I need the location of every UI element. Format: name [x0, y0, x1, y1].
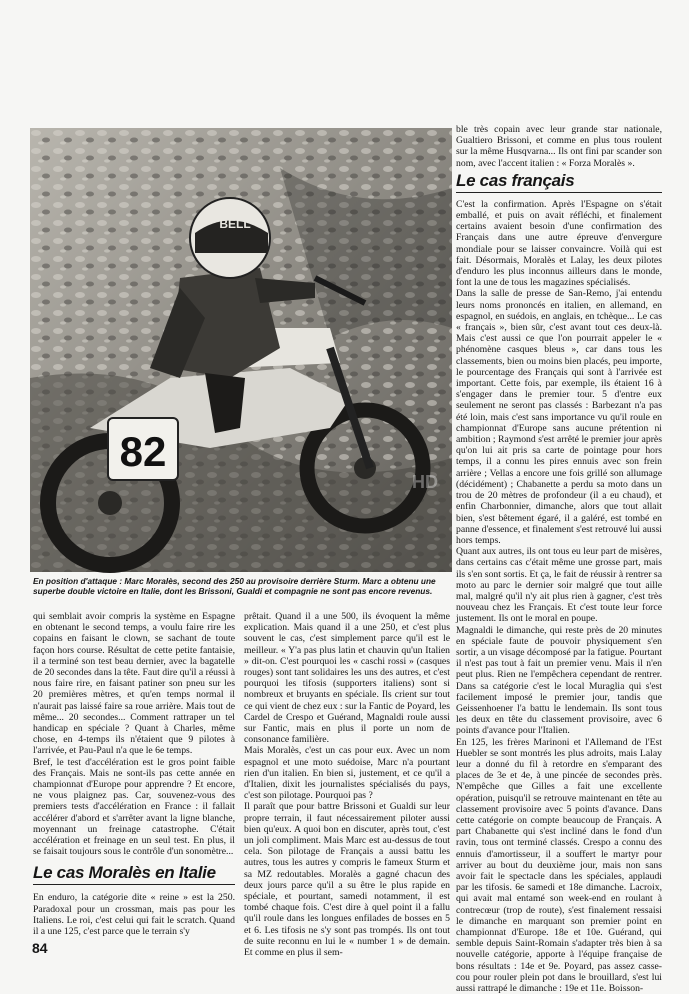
plate-number: 82	[119, 428, 167, 475]
paragraph: Quant aux autres, ils ont tous eu leur part de misères, dans certains cas c'était même une grosse part, mais ils s'en sont sortis. Et ça, le fait de réussir à rentrer sa moto au parc le dernier soir malgré que tout aille mal, malgré qu'il n'y ait plus rien à gagner, c'est très nouveau chez les Français. Et c'est toute leur force justement. Ils ont le moral en poupe.	[456, 546, 662, 625]
paragraph: Dans la salle de presse de San-Remo, j'ai entendu leurs noms prononcés en italien, en allemand, en espagnol, en suédois, en anglais, en tchèque... Le cas « français », bien sûr, c'est avant tout ces deux-là. Mais c'est aussi ce que l'on pourrait appeler le « phénomène casques bleus », car dans tous les classements, bien ou moins bien placés, peu importe, le pourcentage des Français qui sont à l'arrivée est important. Cette fois, par exemple, ils étaient 16 à s'engager dans le premier tour. 5 d'entre eux seulement ne seront pas classés : Barbezant n'a pas été loin, mais c'est sans importance vu qu'il roule en championnat d'Europe sans aucune prétention ni ambition ; Raymond s'est arrêté le premier jour après qu'on lui ait pris sa carte de pointage pour hors temps, il a connu les pires ennuis avec son frein arrière ; Vellas a encore une fois grillé son allumage (décidément) ; Chabanette a perdu sa moto dans un trou de 20 mètres de profondeur (il a eu chaud), et enfin Charbonnier, dimanche, alors que tout allait bien, s'est bêtement égaré, il a galéré, est tombé en panne d'essence, et finalement s'est retrouvé lui aussi hors temps.	[456, 288, 662, 546]
column-3	[456, 124, 662, 994]
paragraph: C'est la confirmation. Après l'Espagne on s'était emballé, et puis on avait réfléchi, et finalement certains avaient besoin d'une confirmation des Français dans une autre épreuve d'envergure mondiale pour se laisser convaincre. Voilà qui est fait. Désormais, Moralès et Lalay, les deux pilotes d'enduro les plus inconnus ailleurs dans le monde, font la une de tous les magazines spécialisés.	[456, 198, 662, 289]
section-heading-morales: Le cas Moralès en Italie	[33, 863, 235, 885]
paragraph: ble très copain avec leur grande star nationale, Gualtiero Brissoni, et comme en plus tous roulent sur la même Husqvarna... Ils ont fini par scander son nom, avec l'accent italien : « Forza Moralès ».	[456, 124, 662, 169]
paragraph: Il paraît que pour battre Brissoni et Gualdi sur leur propre terrain, il faut nécessairement piloter aussi bien qu'eux. A quoi bon en discuter, après tout, c'est un joli compliment. Mais Marc est au-dessus de tout cela. Son pilotage de Français a aussi battu les autres, tous les autres y compris le fameux Sturm et sa MZ redoutables. Moralès a gagné chacun des deux jours parce qu'il a su être le plus rapide en spéciale, et pourtant, samedi notamment, il est tombé chaque fois. C'est dire à quel point il a fallu qu'il roule dans les longues enfilades de bosses en 5 et 6. Les tifosis ne s'y sont pas trompés. Ils ont tout de suite reconnu en lui le « number 1 » de demain. Et comme en plus il sem-	[244, 801, 450, 959]
paragraph: En 125, les frères Marinoni et l'Allemand de l'Est Huebler se sont montrés les plus adroits, mais Lalay leur a donné du fil à retordre en s'emparant des places de 3e et 4e, à une pincée de secondes près. N'empêche que Gilles a fait une excellente opération, puisqu'il se retrouve maintenant en tête au classement provisoire avec 5 points d'avance. Dans cette catégorie on compte beaucoup de Français. A part Chabanette qui s'est incliné dans le fond d'un ravin, tous ont terminé classés. Crespo a connu des ennuis d'amortisseur, il a souffert le martyr pour arriver au bout du deuxième jour, mais non sans avoir fait le spectacle dans les spéciales, applaudi par les tifosis. 6e samedi et 18e dimanche. Lacroix, qui avait mal entamé son week-end en roulant à contrecœur (trop de route), s'est finalement ressaisi le dimanche en marquant son premier point en championnat d'Europe. 18e et 10e. Guérand, qui semble depuis Saint-Romain s'adapter très bien à sa nouvelle catégorie, apporte à l'équipe française de bons résultats : 14e et 9e. Poyard, pas assez casse-cou pour rouler plein pot dans le brouillard, s'est lui aussi rattrapé le dimanche : 19e et 11e. Boisson-	[456, 736, 662, 994]
photo-caption: En position d'attaque : Marc Moralès, second des 250 au provisoire derrière Sturm. Marc a obtenu une superbe double victoire en Italie, dont les Brissoni, Gualdi et compagnie ne sont pas encore revenus.	[33, 576, 436, 596]
paragraph: prêtait. Quand il a une 500, ils évoquent la même explication. Mais quand il a une 250, et c'est plus souvent le cas, c'est simplement parce qu'il est le meilleur. « Y'a pas plus latin et chauvin qu'un Italien » dit-on. C'est pourquoi les « caschi rossi » (casques rouges) sont tant solidaires les uns des autres, et c'est pourquoi les tifosis (supporters italiens) sont si nombreux et bruyants en spéciale. Ils crient sur tout ce qui vient de chez eux : sur la Fantic de Poyard, les Cardel de Crespo et Guérand, Magnaldi roule aussi sur Fantic, mais en plus il porte un nom de consonance familière.	[244, 611, 450, 746]
helmet-logo: BELL	[219, 217, 251, 231]
watermark: HD	[412, 472, 438, 492]
article-photo	[30, 128, 452, 572]
paragraph: En enduro, la catégorie dite « reine » est la 250. Paradoxal pour un crossman, mais pas pour les Italiens. Le roi, c'est celui qui fait le scratch. Quand il a une 125, c'est parce que le terrain s'y	[33, 892, 235, 938]
paragraph: Bref, le test d'accélération est le gros point faible des Français. Mais ne sont-ils pas cette année en championnat d'Europe pour apprendre ? Et encore, ne vous plaignez pas. Car, souvenez-vous des premiers tests d'accélération en France : il fallait accélérer d'abord et s'arrêter avant la ligne blanche, moyennant un freinage catastrophe. C'était accélération et freinage en un seul test. En plus, il se faisait toujours sous le contrôle d'un sonomètre...	[33, 756, 235, 858]
paragraph: qui semblait avoir compris la système en Espagne en obtenant le second temps, a voulu faire rire les copains en faisant le clown, se sachant de toute façon hors course. Résultat de cette petite fantaisie, il a terminé son test beau dernier, avec la bagatelle de 20 secondes dans la tête. Faut dire qu'il a réussi à nous faire rire, en faisant patiner son pneu sur les 20 premières mètres, et qu'en temps normal il n'aurait pas laissé faire sa roue arrière. Mais tout de même... 20 secondes... Comment rattraper un tel handicap en spéciale ? Quant à Charles, même chose, en 4-temps ils n'étaient que 9 pilotes à l'arrivée, et Pau-Paul n'a que le 6e temps.	[33, 611, 235, 757]
column-1	[33, 611, 235, 941]
column-2	[244, 611, 450, 959]
paragraph: Mais Moralès, c'est un cas pour eux. Avec un nom espagnol et une moto suédoise, Marc n'a pourtant rien d'un italien. En bien si, justement, et ce qu'il a d'Italien, dixit les journalistes spécialisés du pays, c'est son pilotage. Pourquoi pas ?	[244, 745, 450, 802]
paragraph: Magnaldi le dimanche, qui reste près de 20 minutes en spéciale faute de pouvoir physiquement s'en sortir, a un visage décomposé par la fatigue. Pourtant il n'est pas tout à fait un premier venu. Mais il n'en peut plus. Rien ne l'empêchera cependant de rentrer. Dans sa catégorie c'est le local Muraglia qui s'est facilement imposé le premier jour, tandis que Geissenhoener l'a battu le lendemain. Ils sont tous les deux en tête du classement provisoire, avec 6 points d'avance pour l'Italien.	[456, 624, 662, 737]
section-heading-francais: Le cas français	[456, 171, 662, 193]
motocross-rider-image	[30, 128, 452, 572]
page-number: 84	[32, 940, 48, 956]
